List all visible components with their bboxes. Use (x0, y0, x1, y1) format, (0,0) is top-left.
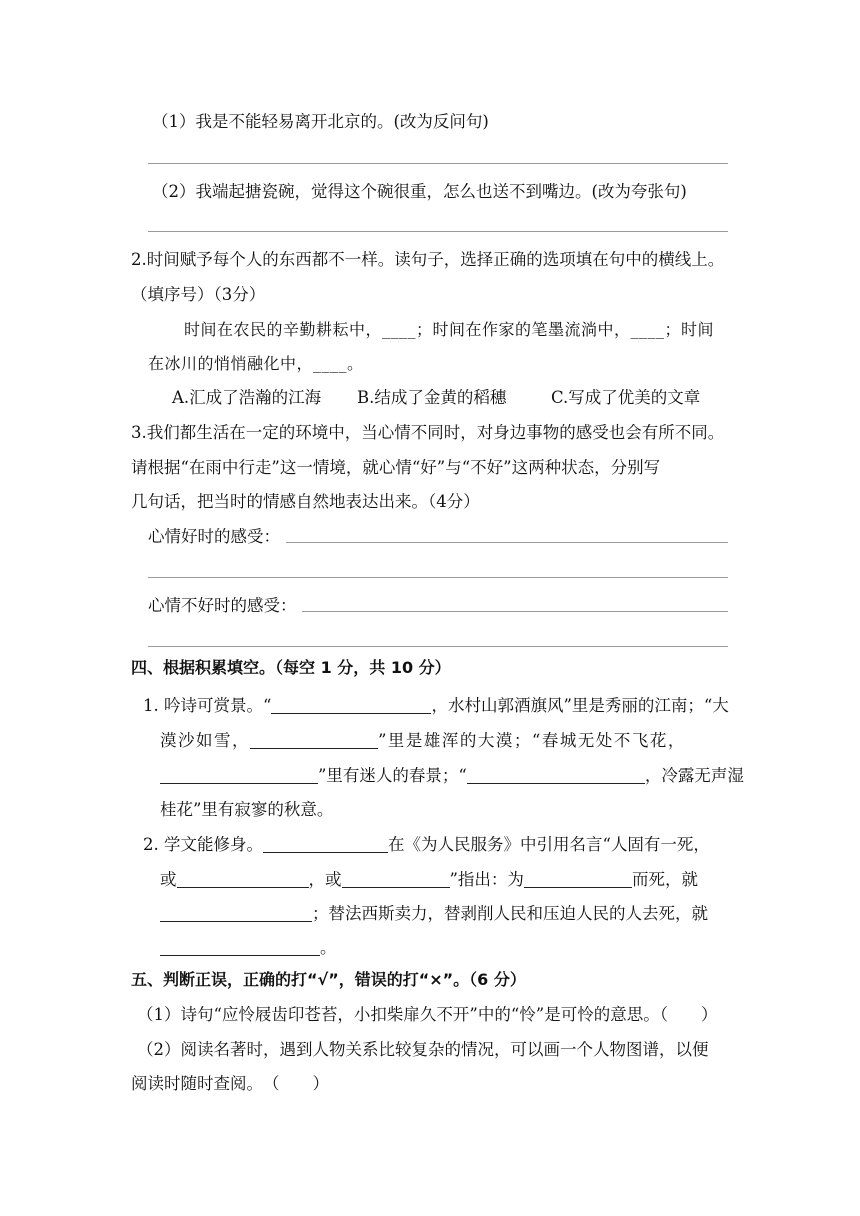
judge-question-1: （1）诗句“应怜屐齿印苍苔，小扣柴扉久不开”中的“怜”是可怜的意思。（ ） (137, 1005, 718, 1024)
fill-text: 1. 吟诗可赏景。“ (143, 696, 272, 715)
fill-line (143, 833, 710, 857)
fill-blank[interactable]: ____ (313, 354, 348, 373)
fill-text: ，或 (308, 870, 342, 889)
answer-line[interactable] (148, 163, 728, 164)
rewrite-question-1: （1）我是不能轻易离开北京的。(改为反问句) (152, 112, 489, 131)
question-2-prompt-cont: （填序号）（3分） (131, 285, 266, 304)
question-2-prompt: 2.时间赋予每个人的东西都不一样。读句子，选择正确的选项填在句中的横线上。 (131, 250, 725, 269)
rewrite-question-2: （2）我端起搪瓷碗，觉得这个碗很重，怎么也送不到嘴边。(改为夸张句) (152, 182, 687, 201)
fill-blank[interactable]: ____ (382, 320, 417, 339)
section-4-heading: 四、根据积累填空。（每空 1 分，共 10 分） (131, 658, 451, 677)
fill-text: 而死，就 (631, 870, 698, 889)
answer-line[interactable] (148, 577, 728, 578)
bad-mood-label: 心情不好时的感受： (148, 596, 297, 615)
fill-blank[interactable] (160, 905, 312, 922)
fill-line (160, 868, 698, 892)
option-b: B.结成了金黄的稻穗 (357, 388, 507, 407)
fill-text: 或 (160, 870, 177, 889)
good-mood-label: 心情好时的感受： (148, 527, 280, 546)
fill-text: ；替法西斯卖力，替剥削人民和压迫人民的人去死，就 (312, 904, 708, 923)
sentence-text: ；时间 (664, 320, 715, 339)
fill-line (160, 902, 708, 926)
fill-blank[interactable] (467, 767, 645, 784)
section-5-heading: 五、判断正误，正确的打“√”，错误的打“×”。（6 分） (131, 970, 526, 989)
fill-blank[interactable]: ____ (630, 320, 665, 339)
answer-line[interactable] (148, 646, 728, 647)
fill-line (160, 764, 744, 788)
fill-text: 在《为人民服务》中引用名言“人固有一死， (388, 835, 710, 854)
sentence-text: ；时间在作家的笔墨流淌中， (416, 320, 631, 339)
option-a: A.汇成了浩瀚的江海 (172, 388, 322, 407)
sentence-text: 在冰川的悄悄融化中， (148, 354, 314, 373)
fill-line (160, 729, 686, 753)
fill-text: ，冷露无声湿 (644, 766, 744, 785)
fill-text: 漠沙如雪， (160, 731, 250, 750)
fill-blank[interactable] (524, 871, 632, 888)
fill-text: 2. 学文能修身。 (143, 835, 263, 854)
question-3-prompt-cont: 几句话，把当时的情感自然地表达出来。（4分） (131, 492, 480, 511)
sentence-text: 。 (347, 354, 364, 373)
fill-blank[interactable] (160, 767, 318, 784)
fill-line (160, 936, 337, 960)
time-sentence-line-2 (148, 352, 364, 376)
fill-line: 桂花”里有寂寥的秋意。 (160, 800, 334, 819)
fill-blank[interactable] (160, 939, 320, 956)
judge-question-2-cont: 阅读时随时查阅。 （ ） (131, 1074, 329, 1093)
fill-line (143, 694, 729, 718)
good-mood-answer-line[interactable] (286, 542, 728, 543)
fill-text: ，水村山郭酒旗风”里是秀丽的江南；“大 (431, 696, 729, 715)
fill-text: 。 (320, 938, 337, 957)
sentence-text: 时间在农民的辛勤耕耘中， (184, 320, 383, 339)
judge-question-2: （2）阅读名著时，遇到人物关系比较复杂的情况，可以画一个人物图谱，以便 (137, 1040, 709, 1059)
fill-blank[interactable] (342, 871, 450, 888)
fill-text: ”指出：为 (449, 870, 524, 889)
fill-text: ”里有迷人的春景；“ (318, 766, 467, 785)
fill-blank[interactable] (263, 836, 388, 853)
fill-blank[interactable] (177, 871, 309, 888)
answer-line[interactable] (148, 231, 728, 232)
bad-mood-answer-line[interactable] (302, 611, 728, 612)
question-3-prompt-cont: 请根据“在雨中行走”这一情境，就心情“好”与“不好”这两种状态，分别写 (131, 458, 661, 477)
fill-blank[interactable] (250, 732, 378, 749)
fill-blank[interactable] (271, 697, 431, 714)
time-sentence-line-1 (184, 318, 714, 342)
question-3-prompt: 3.我们都生活在一定的环境中，当心情不同时，对身边事物的感受也会有所不同。 (131, 423, 725, 442)
fill-text: ”里是雄浑的大漠；“春城无处不飞花， (378, 731, 686, 750)
option-c: C.写成了优美的文章 (551, 388, 701, 407)
